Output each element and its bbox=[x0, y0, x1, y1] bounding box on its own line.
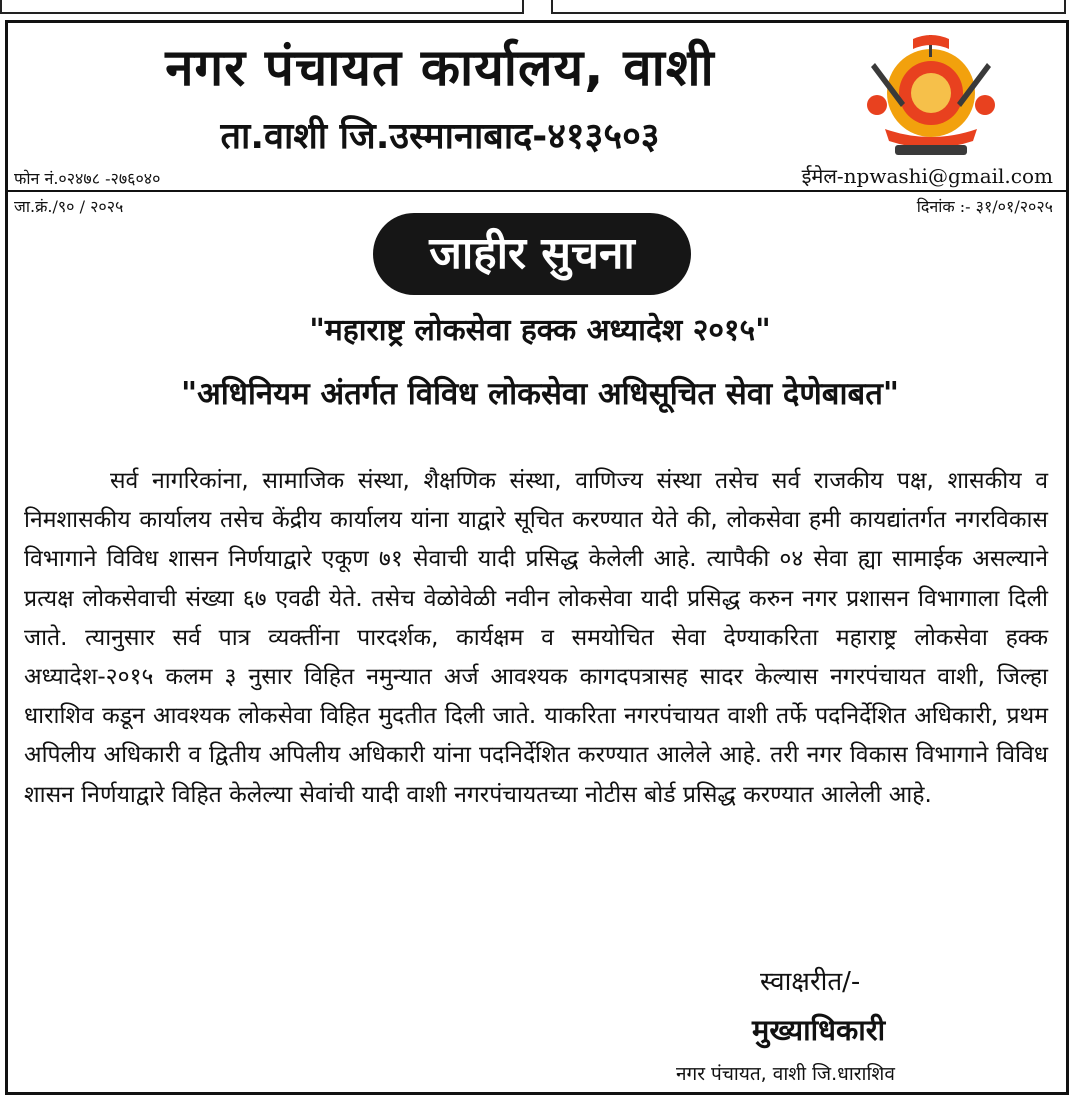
emblem-right-shield bbox=[975, 95, 995, 115]
notice-date: दिनांक :- ३१/०१/२०२५ bbox=[916, 197, 1053, 216]
reference-number: जा.क्रं./९० / २०२५ bbox=[14, 197, 124, 216]
cropped-notice-above-right bbox=[551, 0, 1066, 14]
office-title: नगर पंचायत कार्यालय, वाशी bbox=[165, 39, 715, 98]
phone-number: फोन नं.०२४७८ -२७६०४० bbox=[14, 169, 161, 188]
signature-mark: स्वाक्षरीत/- bbox=[760, 967, 861, 997]
notice-body: सर्व नागरिकांना, सामाजिक संस्था, शैक्षणिक संस्था, वाणिज्य संस्था तसेच सर्व राजकीय पक्ष, शासकीय व निमशासकीय कार्यालय तसेच केंद्रीय कार्यालय यांना याद्वारे सूचित करण्यात येते की, लोकसेवा हमी कायद्यांतर्गत नगरविकास विभागाने विविध शासन निर्णयाद्वारे एकूण ७१ सेवाची यादी प्रसिद्ध केलेली आहे. त्यापैकी ०४ सेवा ह्या सामाईक असल्याने प्रत्यक्ष लोकसेवाची संख्या ६७ एवढी येते. तसेच वेळोवेळी नवीन लोकसेवा यादी प्रसिद्ध करुन नगर प्रशासन विभागाला दिली जाते. त्यानुसार सर्व पात्र व्यक्तींना पारदर्शक, कार्यक्षम व समयोचित सेवा देण्याकरिता महाराष्ट्र लोकसेवा हक्क अध्यादेश-२०१५ कलम ३ नुसार विहित नमुन्यात अर्ज आवश्यक कागदपत्रासह सादर केल्यास नगरपंचायत वाशी, जिल्हा धाराशिव कडून आवश्यक लोकसेवा विहित मुदतीत दिली जाते. याकरिता नगरपंचायत वाशी तर्फे पदनिर्देशित अधिकारी, प्रथम अपिलीय अधिकारी व द्वितीय अपिलीय अधिकारी यांना पदनिर्देशित करण्यात आलेले आहे. तरी नगर विकास विभागाने विविध शासन निर्णयाद्वारे विहित केलेल्या सेवांची यादी वाशी नगरपंचायतच्या नोटीस बोर्ड प्रसिद्ध करण्यात आलेली आहे. bbox=[24, 468, 1048, 808]
municipal-emblem-icon bbox=[855, 33, 1007, 161]
contact-row bbox=[14, 164, 1059, 190]
email-address: ईमेल-npwashi@gmail.com bbox=[801, 164, 1053, 188]
cropped-notice-above-left bbox=[0, 0, 524, 14]
emblem-left-shield bbox=[867, 95, 887, 115]
header-divider bbox=[8, 190, 1066, 192]
office-address: ता.वाशी जि.उस्मानाबाद-४१३५०३ bbox=[220, 116, 660, 157]
notice-subheading-act: "महाराष्ट्र लोकसेवा हक्क अध्यादेश २०१५" bbox=[309, 313, 771, 348]
notice-heading: जाहीर सुचना bbox=[373, 213, 691, 295]
signatory-office: नगर पंचायत, वाशी जि.धाराशिव bbox=[676, 1063, 895, 1085]
signatory-designation: मुख्याधिकारी bbox=[752, 1013, 886, 1047]
emblem-core bbox=[911, 73, 951, 113]
emblem-base bbox=[895, 145, 967, 155]
notice-subheading-subject: "अधिनियम अंतर्गत विविध लोकसेवा अधिसूचित सेवा देणेबाबत" bbox=[180, 376, 900, 412]
